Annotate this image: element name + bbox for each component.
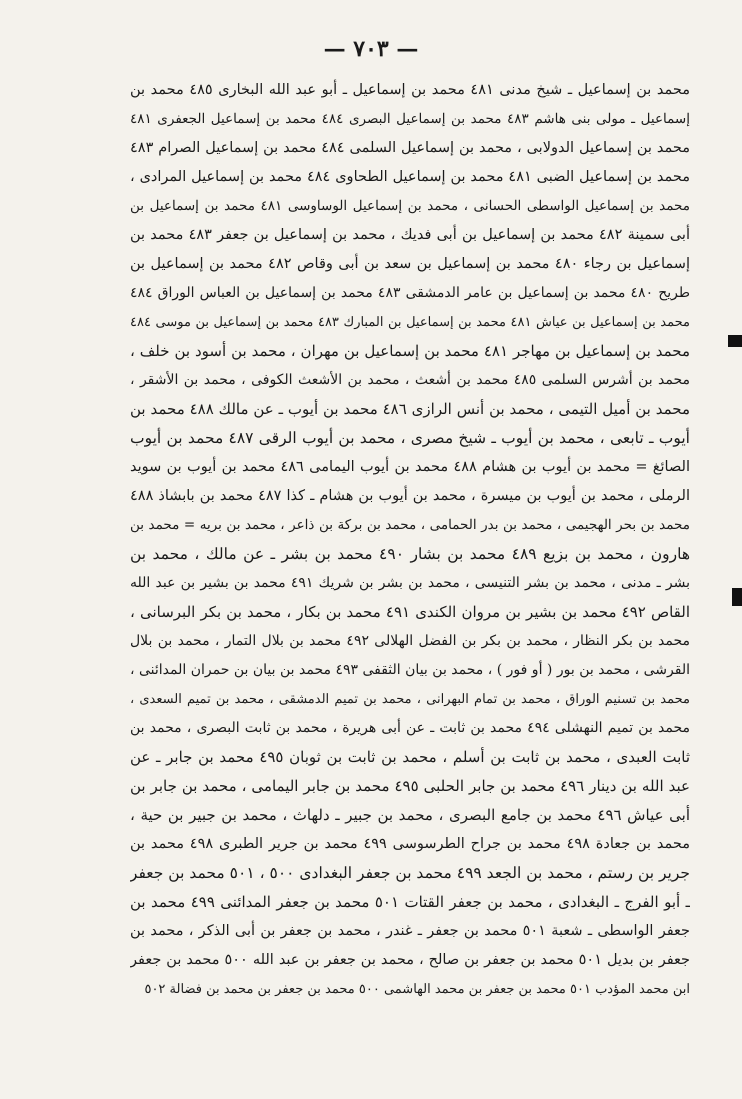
index-line: ثابت العبدى ، محمد بن ثابت بن أسلم ، محمد بن ثابت بن ثوبان ٤٩٥ محمد بن جابر ـ عن	[130, 748, 690, 766]
index-line: الرملى ، محمد بن أيوب بن ميسرة ، محمد بن أيوب بن هشام ـ كذا ٤٨٧ محمد بن بابشاذ ٤٨٨	[130, 488, 690, 504]
index-line: جعفر بن بديل ٥٠١ محمد بن جعفر بن صالح ، محمد بن جعفر بن عبد الله ٥٠٠ محمد بن جعفر	[130, 952, 690, 968]
index-line: جرير بن رستم ، محمد بن الجعد ٤٩٩ محمد بن جعفر البغدادى ٥٠٠ ، ٥٠١ محمد بن جعفر	[130, 864, 690, 882]
index-line: محمد بن بحر الهجيمى ، محمد بن بدر الحمامى ، محمد بن بركة بن ذاعر ، محمد بن بريه = محمد بن	[130, 517, 690, 533]
index-line: ابن محمد المؤدب ٥٠١ محمد بن جعفر بن محمد الهاشمى ٥٠٠ محمد بن جعفر بن محمد بن فضالة ٥٠٢	[144, 982, 690, 997]
index-line: عبد الله بن دينار ٤٩٦ محمد بن جابر الحلبى ٤٩٥ محمد بن جابر اليمامى ، محمد بن جابر بن	[130, 777, 690, 795]
index-line: محمد بن إسماعيل بن عياش ٤٨١ محمد بن إسماعيل بن المبارك ٤٨٣ محمد بن إسماعيل بن موسى ٤٨٤	[130, 315, 690, 330]
index-line: محمد بن إسماعيل ـ شيخ مدنى ٤٨١ محمد بن إسماعيل ـ أبو عبد الله البخارى ٤٨٥ محمد بن	[130, 82, 690, 98]
index-line: الصائغ = محمد بن أيوب بن هشام ٤٨٨ محمد بن أيوب اليمامى ٤٨٦ محمد بن أيوب بن سويد	[130, 459, 690, 475]
index-line: أبى عياش ٤٩٦ محمد بن جامع البصرى ، محمد بن جبير ـ دلهاث ، محمد بن جبير بن حية ،	[130, 806, 690, 824]
index-line: هارون ، محمد بن بزيع ٤٨٩ محمد بن بشار ٤٩٠ محمد بن بشر ـ عن مالك ، محمد بن	[130, 545, 690, 563]
index-line: إسماعيل بن رجاء ٤٨٠ محمد بن إسماعيل بن سعد بن أبى وقاص ٤٨٢ محمد بن إسماعيل بن	[130, 256, 690, 272]
index-line: محمد بن تسنيم الوراق ، محمد بن تمام البهرانى ، محمد بن تميم الدمشقى ، محمد بن تميم السعدى ،	[130, 692, 690, 707]
index-line: محمد بن جعادة ٤٩٨ محمد بن جراح الطرسوسى ٤٩٩ محمد بن جرير الطبرى ٤٩٨ محمد بن	[130, 836, 690, 852]
index-line: القرشى ، محمد بن بور ( أو فور ) ، محمد بن بيان الثقفى ٤٩٣ محمد بن بيان بن حمران المدائنى ،	[130, 662, 690, 678]
index-line: أيوب ـ تابعى ، محمد بن أيوب ـ شيخ مصرى ، محمد بن أيوب الرقى ٤٨٧ محمد بن أيوب	[130, 429, 690, 447]
index-line: محمد بن إسماعيل الضبى ٤٨١ محمد بن إسماعيل الطحاوى ٤٨٤ محمد بن إسماعيل المرادى ،	[130, 169, 690, 185]
index-line: محمد بن أشرس السلمى ٤٨٥ محمد بن أشعث ، محمد بن الأشعث الكوفى ، محمد بن الأشقر ،	[130, 372, 690, 388]
index-line: القاص ٤٩٢ محمد بن بشير بن مروان الكندى ٤٩١ محمد بن بكار ، محمد بن بكر البرسانى ،	[130, 603, 690, 621]
margin-mark	[732, 588, 742, 606]
index-line: محمد بن إسماعيل بن مهاجر ٤٨١ محمد بن إسماعيل بن مهران ، محمد بن أسود بن خلف ،	[130, 342, 690, 360]
index-line: أبى سمينة ٤٨٢ محمد بن إسماعيل بن أبى فديك ، محمد بن إسماعيل بن جعفر ٤٨٣ محمد بن	[130, 227, 690, 243]
index-line: محمد بن إسماعيل الواسطى الحسانى ، محمد بن إسماعيل الوساوسى ٤٨١ محمد بن إسماعيل بن	[130, 198, 690, 214]
index-line: محمد بن أميل التيمى ، محمد بن أنس الرازى ٤٨٦ محمد بن أيوب ـ عن مالك ٤٨٨ محمد بن	[130, 400, 690, 418]
page-number: — ٧٠٣ —	[323, 36, 419, 62]
margin-mark	[728, 335, 742, 347]
index-line: ـ أبو الفرج ـ البغدادى ، محمد بن جعفر القتات ٥٠١ محمد بن جعفر المدائنى ٤٩٩ محمد بن	[130, 893, 690, 911]
index-line: طريح ٤٨٠ محمد بن إسماعيل بن عامر الدمشقى ٤٨٣ محمد بن إسماعيل بن العباس الوراق ٤٨٤	[130, 285, 690, 301]
index-line: محمد بن إسماعيل الدولابى ، محمد بن إسماعيل السلمى ٤٨٤ محمد بن إسماعيل الصرام ٤٨٣	[130, 140, 690, 156]
index-line: إسماعيل ـ مولى بنى هاشم ٤٨٣ محمد بن إسماعيل البصرى ٤٨٤ محمد بن إسماعيل الجعفرى ٤٨١	[130, 111, 690, 127]
index-line: محمد بن تميم النهشلى ٤٩٤ محمد بن ثابت ـ عن أبى هريرة ، محمد بن ثابت البصرى ، محمد بن	[130, 720, 690, 736]
index-entries	[130, 76, 690, 1004]
index-line: جعفر الواسطى ـ شعبة ٥٠١ محمد بن جعفر ـ غندر ، محمد بن جعفر بن أبى الذكر ، محمد بن	[130, 923, 690, 939]
index-line: بشر ـ مدنى ، محمد بن بشر التنيسى ، محمد بن بشر بن شريك ٤٩١ محمد بن بشير بن عبد الله	[130, 575, 690, 591]
index-line: محمد بن بكر النظار ، محمد بن بكر بن الفضل الهلالى ٤٩٢ محمد بن بلال التمار ، محمد بن بلال	[130, 633, 690, 649]
